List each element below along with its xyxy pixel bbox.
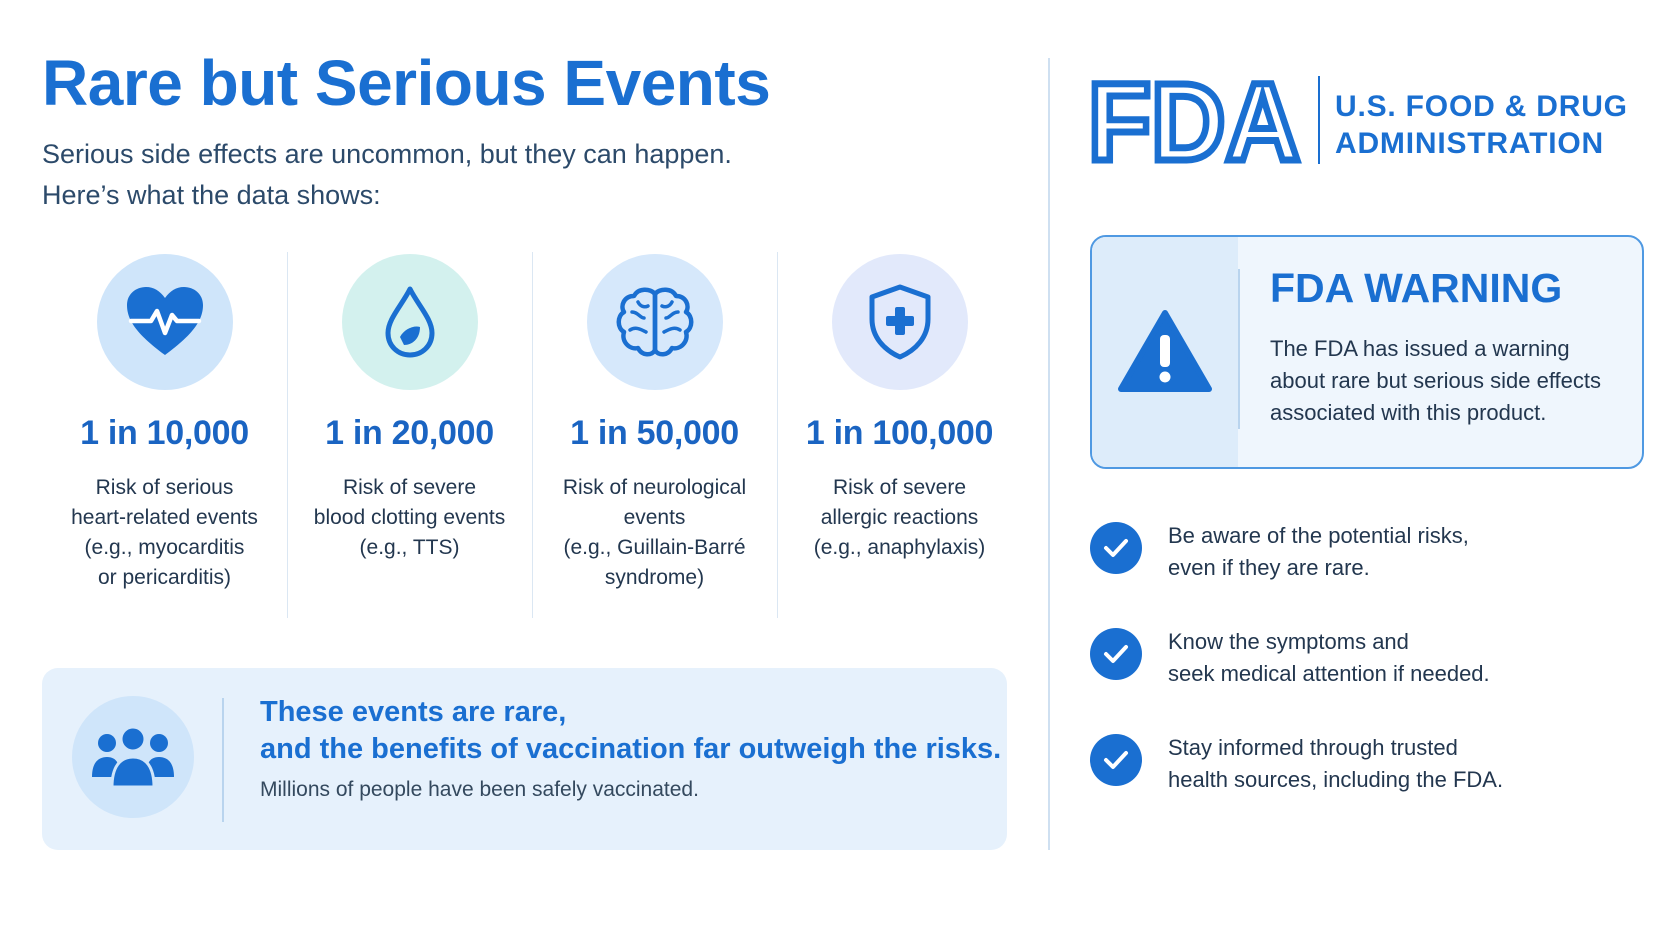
subtitle-line: Serious side effects are uncommon, but they can happen.	[42, 139, 732, 170]
check-circle-icon	[1090, 522, 1142, 574]
stat-desc-line: (e.g., Guillain-Barré	[563, 536, 746, 559]
column-divider	[1048, 58, 1050, 850]
fda-agency-name	[1335, 88, 1628, 162]
checklist-text	[1168, 626, 1490, 690]
warning-divider	[1238, 269, 1240, 429]
stat-desc-line: or pericarditis)	[97, 566, 232, 589]
stat-value: 1 in 100,000	[805, 414, 994, 452]
banner-note: Millions of people have been safely vaccinated.	[260, 778, 699, 801]
banner-divider	[222, 698, 224, 822]
stat-description	[532, 473, 777, 593]
checklist-item	[1090, 520, 1650, 626]
warning-text-line: The FDA has issued a warning	[1270, 336, 1570, 361]
warning-title: FDA WARNING	[1270, 265, 1563, 311]
stat-value: 1 in 20,000	[325, 414, 494, 452]
stat-heart	[42, 252, 287, 618]
fda-logo-mark	[1088, 72, 1302, 168]
warning-text-line: about rare but serious side effects	[1270, 368, 1602, 393]
checklist-text	[1168, 732, 1503, 796]
fda-name-line: ADMINISTRATION	[1335, 127, 1604, 160]
stat-desc-line: Risk of neurological	[562, 476, 747, 499]
stat-desc-line: (e.g., anaphylaxis)	[813, 536, 986, 559]
brain-icon	[587, 254, 723, 390]
checklist-line: seek medical attention if needed.	[1168, 661, 1490, 686]
fda-logo-divider	[1318, 76, 1320, 164]
checklist-text	[1168, 520, 1469, 584]
stat-desc-line: Risk of serious	[95, 476, 234, 499]
checklist-line: Stay informed through trusted	[1168, 735, 1458, 760]
header	[42, 48, 1022, 216]
advice-checklist	[1090, 520, 1650, 838]
fda-name-line: U.S. FOOD & DRUG	[1335, 90, 1628, 123]
page-title: Rare but Serious Events	[42, 47, 771, 119]
heart-pulse-icon	[97, 254, 233, 390]
stat-description	[42, 473, 287, 593]
stat-value: 1 in 50,000	[570, 414, 739, 452]
stat-desc-line: blood clotting events	[313, 506, 506, 529]
stat-desc-line: heart-related events	[71, 506, 258, 529]
stat-allergy	[777, 252, 1022, 618]
stat-description	[287, 473, 532, 563]
checklist-line: health sources, including the FDA.	[1168, 767, 1504, 792]
checklist-line: Know the symptoms and	[1168, 629, 1409, 654]
fda-logo-text: FDA	[1088, 72, 1300, 168]
shield-plus-icon	[832, 254, 968, 390]
stat-value: 1 in 10,000	[80, 414, 249, 452]
stat-desc-line: allergic reactions	[820, 506, 979, 529]
checklist-item	[1090, 626, 1650, 732]
risk-stats	[42, 252, 1022, 618]
stat-desc-line: (e.g., myocarditis	[84, 536, 245, 559]
banner-headline	[260, 694, 1001, 768]
check-circle-icon	[1090, 734, 1142, 786]
warning-text-line: associated with this product.	[1270, 400, 1547, 425]
check-circle-icon	[1090, 628, 1142, 680]
checklist-line: even if they are rare.	[1168, 555, 1370, 580]
stat-desc-line: (e.g., TTS)	[359, 536, 460, 559]
checklist-line: Be aware of the potential risks,	[1168, 523, 1469, 548]
stat-neuro	[532, 252, 777, 618]
banner-headline-line: and the benefits of vaccination far outweigh the risks.	[260, 733, 1002, 765]
stat-blood	[287, 252, 532, 618]
warning-icon-panel	[1092, 237, 1238, 467]
stat-desc-line: syndrome)	[604, 566, 705, 589]
stat-desc-line: events	[623, 506, 686, 529]
warning-triangle-icon	[1117, 309, 1213, 395]
stat-desc-line: Risk of severe	[342, 476, 477, 499]
page-subtitle	[42, 134, 1022, 216]
checklist-item	[1090, 732, 1650, 838]
subtitle-line: Here’s what the data shows:	[42, 180, 381, 211]
fda-warning-box	[1090, 235, 1644, 469]
stat-description	[777, 473, 1022, 563]
warning-text	[1270, 333, 1630, 429]
stat-desc-line: Risk of severe	[832, 476, 967, 499]
benefits-banner	[42, 668, 1007, 850]
fda-logo	[1088, 72, 1302, 173]
blood-drop-icon	[342, 254, 478, 390]
people-group-icon	[72, 696, 194, 818]
banner-headline-line: These events are rare,	[260, 696, 567, 728]
